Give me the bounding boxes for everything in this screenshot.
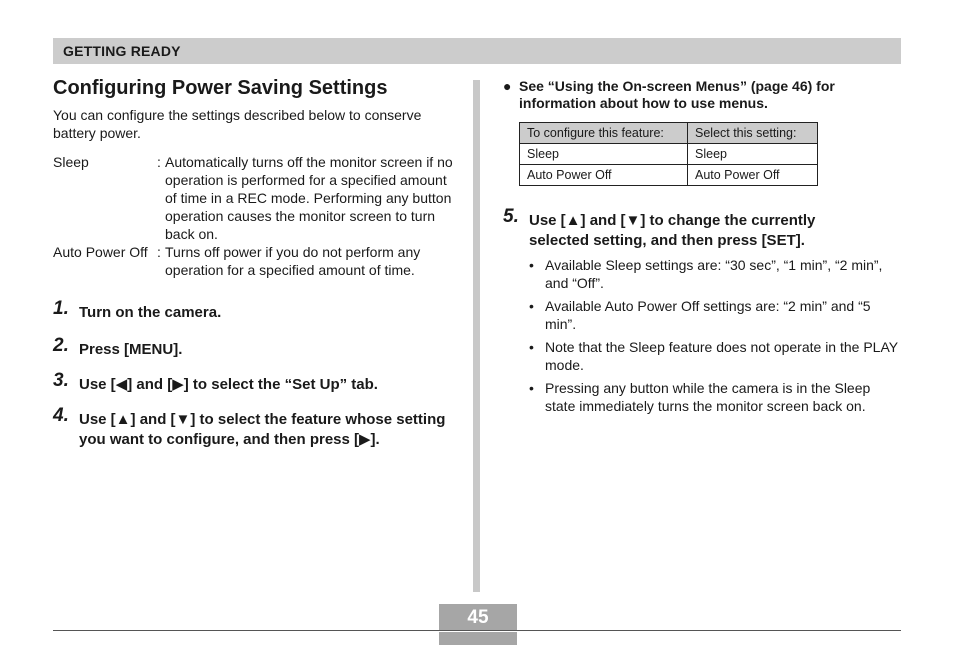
step-number: 1. — [53, 298, 69, 319]
table-cell: Sleep — [688, 144, 818, 165]
definition-description — [157, 153, 453, 243]
page-number-box — [439, 604, 517, 645]
definition-text: Automatically turns off the monitor screen if no operation is performed for a specified amount of time in a REC mode. Performing any button operation causes the monitor screen to turn back on. — [165, 154, 453, 242]
step-2 — [53, 335, 453, 360]
step-text: Use [▲] and [▼] to change the currently selected setting, and then press [SET]. — [529, 212, 816, 249]
page-number: 45 — [467, 607, 489, 628]
bullet-dot: • — [529, 298, 534, 314]
step-text: Use [◀] and [▶] to select the “Set Up” tab. — [79, 376, 378, 393]
step-text: Turn on the camera. — [79, 304, 222, 321]
step-number: 3. — [53, 370, 69, 391]
step-1 — [53, 298, 453, 323]
list-item-text: Pressing any button while the camera is in the Sleep state immediately turns the monitor screen back on. — [545, 380, 871, 414]
note-bullet: ● — [503, 78, 512, 94]
reference-note — [503, 78, 883, 112]
table-cell: Auto Power Off — [688, 165, 818, 186]
list-item — [529, 379, 901, 415]
step-number: 5. — [503, 206, 519, 227]
list-item-text: Available Auto Power Off settings are: “2 min” and “5 min”. — [545, 298, 871, 332]
step-number: 2. — [53, 335, 69, 356]
definition-item — [53, 243, 453, 279]
definition-list — [53, 153, 453, 279]
table-header-row — [520, 123, 818, 144]
definition-colon: : — [157, 244, 161, 260]
table-row — [520, 144, 818, 165]
definition-colon: : — [157, 154, 161, 170]
step-text: Use [▲] and [▼] to select the feature whose setting you want to configure, and then press [▶]. — [79, 411, 446, 448]
table-header-cell: To configure this feature: — [520, 123, 688, 144]
step-4 — [53, 405, 453, 450]
table-header-cell: Select this setting: — [688, 123, 818, 144]
page-number-box-bottom — [439, 632, 517, 645]
list-item-text: Note that the Sleep feature does not operate in the PLAY mode. — [545, 339, 898, 373]
definition-text: Turns off power if you do not perform any operation for a specified amount of time. — [165, 244, 421, 278]
feature-setting-table — [519, 122, 818, 186]
definition-term: Sleep — [53, 154, 89, 170]
column-divider — [473, 80, 480, 592]
list-item — [529, 338, 901, 374]
note-text: See “Using the On-screen Menus” (page 46) for information about how to use menus. — [519, 78, 835, 111]
list-item — [529, 297, 901, 333]
section-header-label: GETTING READY — [63, 43, 181, 59]
section-header-bar — [53, 38, 901, 64]
step-3 — [53, 370, 453, 395]
table-cell: Sleep — [520, 144, 688, 165]
list-item-text: Available Sleep settings are: “30 sec”, “1 min”, “2 min”, and “Off”. — [545, 257, 883, 291]
intro-text: You can configure the settings described below to conserve battery power. — [53, 107, 422, 141]
table-cell: Auto Power Off — [520, 165, 688, 186]
step-number: 4. — [53, 405, 69, 426]
page-title: Configuring Power Saving Settings — [53, 77, 388, 99]
bullet-dot: • — [529, 380, 534, 396]
definition-term: Auto Power Off — [53, 244, 148, 260]
bullet-dot: • — [529, 257, 534, 273]
table-row — [520, 165, 818, 186]
list-item — [529, 256, 901, 292]
step-5 — [503, 206, 863, 251]
definition-item — [53, 153, 453, 243]
step-text: Press [MENU]. — [79, 341, 183, 358]
notes-list — [529, 256, 901, 420]
definition-description — [157, 243, 453, 279]
bullet-dot: • — [529, 339, 534, 355]
